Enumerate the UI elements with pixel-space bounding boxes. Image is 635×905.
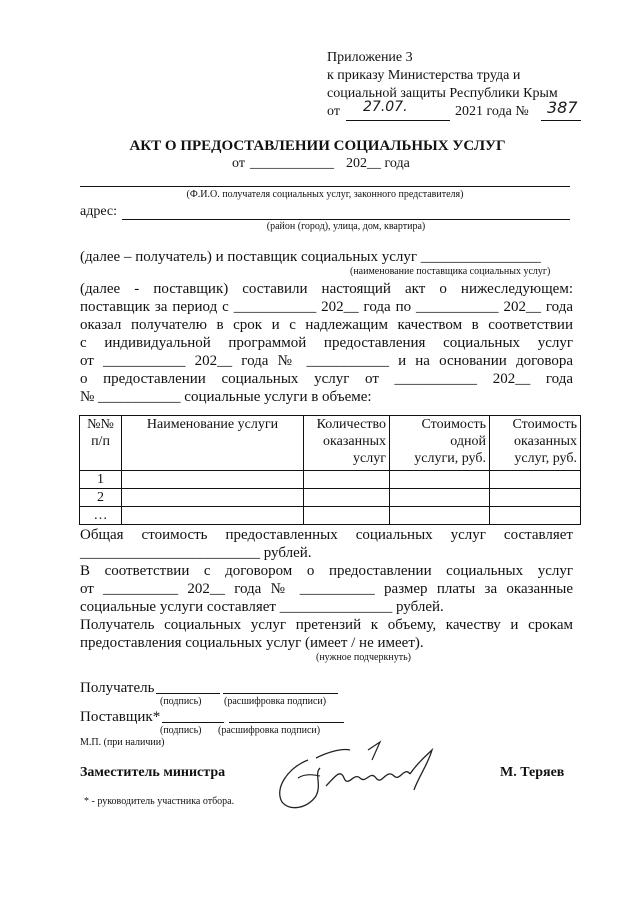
appendix-year: 2021 года № xyxy=(455,104,529,119)
services-table xyxy=(79,415,581,525)
provider-sign-hint: (подпись) xyxy=(160,725,202,736)
recipient-decode-hint: (расшифровка подписи) xyxy=(224,696,327,707)
after-line-1: Общая стоимость предоставленных социальных услуг составляет xyxy=(80,527,573,543)
header-total-cost: Стоимость оказанных услуг, руб. xyxy=(490,416,581,471)
table-row xyxy=(80,489,581,507)
after-line-2: ________________________ рублей. xyxy=(80,545,312,561)
after-line-7: предоставления социальных услуг (имеет / не имеет). xyxy=(80,635,424,651)
table-cell xyxy=(490,489,581,507)
underline-hint: (нужное подчеркнуть) xyxy=(316,652,411,663)
appendix-date-handwritten: 27.07. xyxy=(363,99,408,115)
table-row xyxy=(80,507,581,525)
body-line-7: № ___________ социальные услуги в объеме: xyxy=(80,389,372,405)
appendix-number-handwritten: 387 xyxy=(547,98,578,117)
table-cell xyxy=(122,471,304,489)
recipient-hint: (Ф.И.О. получателя социальных услуг, законного представителя) xyxy=(186,189,464,200)
address-hint: (район (город), улица, дом, квартира) xyxy=(266,221,426,232)
table-header-row xyxy=(80,416,581,471)
after-line-4: от __________ 202__ года № __________ размер платы за оказанные xyxy=(80,581,573,597)
handwritten-signature xyxy=(268,738,443,818)
title-date-blank: ____________ xyxy=(250,156,334,171)
provider-hint: (наименование поставщика социальных услуг) xyxy=(350,266,551,277)
appendix-from: от xyxy=(327,104,340,119)
stamp-note: М.П. (при наличии) xyxy=(80,737,165,748)
appendix-line1: Приложение 3 xyxy=(327,50,413,65)
after-line-3: В соответствии с договором о предоставлении социальных услуг xyxy=(80,563,573,579)
signer-position: Заместитель министра xyxy=(80,765,226,780)
table-cell xyxy=(490,507,581,525)
recipient-sign-label: Получатель xyxy=(80,680,155,696)
table-cell xyxy=(390,489,490,507)
title-date-year: 202__ года xyxy=(346,156,410,171)
header-service-name: Наименование услуги xyxy=(122,416,304,471)
footnote: * - руководитель участника отбора. xyxy=(84,796,235,807)
body-line-1: (далее - поставщик) составили настоящий акт о нижеследующем: xyxy=(80,281,573,297)
address-label: адрес: xyxy=(80,204,118,219)
table-cell xyxy=(390,471,490,489)
provider-decode-hint: (расшифровка подписи) xyxy=(218,725,321,736)
body-line-3: оказал получателю в срок и с надлежащим качеством в соответствии xyxy=(80,317,573,333)
recipient-sign-hint: (подпись) xyxy=(160,696,202,707)
table-cell xyxy=(122,507,304,525)
body-line-5: от ___________ 202__ года № ___________ и на основании договора xyxy=(80,353,573,369)
header-unit-cost: Стоимость одной услуги, руб. xyxy=(390,416,490,471)
provider-line: (далее – получатель) и поставщик социальных услуг ________________ xyxy=(80,249,541,265)
table-cell xyxy=(122,489,304,507)
table-cell xyxy=(304,489,390,507)
provider-sign-label: Поставщик* xyxy=(80,709,161,725)
table-cell-number: … xyxy=(80,507,122,525)
table-cell-number: 2 xyxy=(80,489,122,507)
after-line-5: социальные услуги составляет _______________ рублей. xyxy=(80,599,444,615)
body-line-2: поставщик за период с ___________ 202__ года по ___________ 202__ года xyxy=(80,299,573,315)
signer-name: М. Теряев xyxy=(500,765,565,780)
body-line-6: о предоставлении социальных услуг от ___________ 202__ года xyxy=(80,371,573,387)
header-quantity: Количество оказанных услуг xyxy=(304,416,390,471)
table-cell xyxy=(304,471,390,489)
table-cell-number: 1 xyxy=(80,471,122,489)
appendix-line3: социальной защиты Республики Крым xyxy=(327,86,558,101)
table-row xyxy=(80,471,581,489)
table-cell xyxy=(490,471,581,489)
appendix-line2: к приказу Министерства труда и xyxy=(327,68,521,83)
header-number: №№ п/п xyxy=(80,416,122,471)
body-line-4: с индивидуальной программой предоставления социальных услуг xyxy=(80,335,573,351)
after-line-6: Получатель социальных услуг претензий к объему, качеству и срокам xyxy=(80,617,573,633)
table-cell xyxy=(390,507,490,525)
title-date-from: от xyxy=(232,156,245,171)
table-cell xyxy=(304,507,390,525)
document-title: АКТ О ПРЕДОСТАВЛЕНИИ СОЦИАЛЬНЫХ УСЛУГ xyxy=(129,138,506,154)
